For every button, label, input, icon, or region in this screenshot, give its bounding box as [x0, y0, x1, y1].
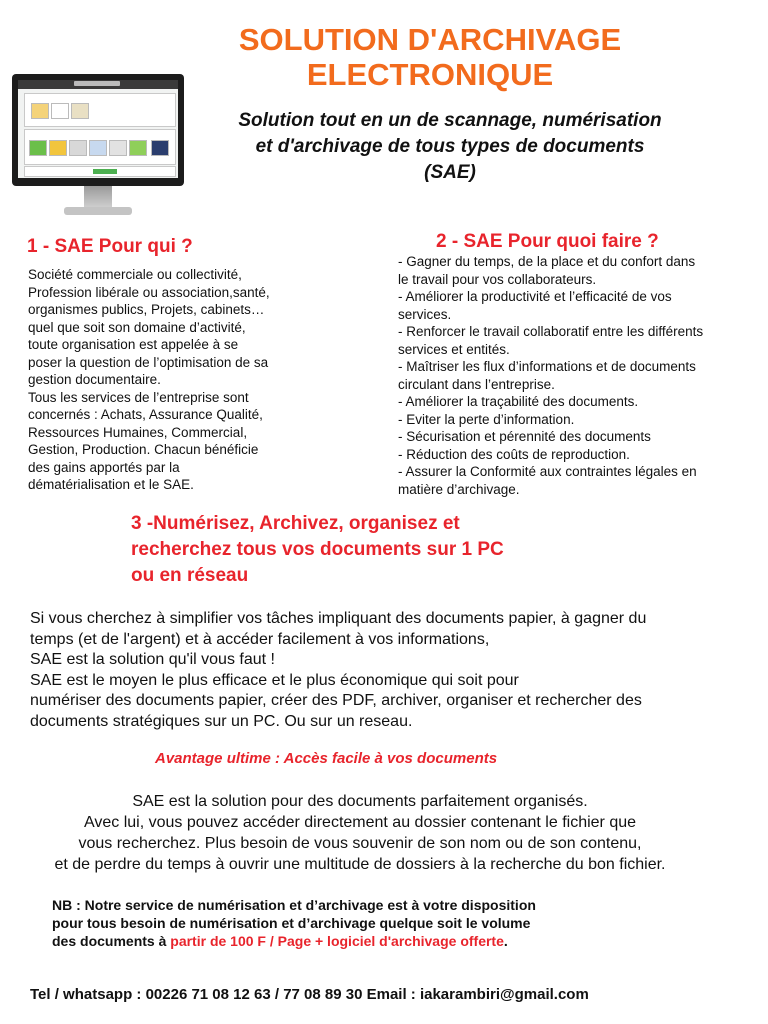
section1-heading: 1 - SAE Pour qui ? [27, 236, 193, 257]
description-line: Avec lui, vous pouvez accéder directement au dossier contenant le fichier que [83, 814, 637, 831]
section1-line: Tous les services de l’entreprise sont [28, 389, 249, 405]
section1-line: dématérialisation et le SAE. [28, 477, 194, 492]
nb-line-3-suffix: . [503, 933, 508, 949]
section3-heading-line: recherchez tous vos documents sur 1 PC [131, 539, 504, 560]
advantage-text: Avantage ultime : Accès facile à vos documents [155, 750, 498, 767]
section1-line: des gains apportés par la [28, 459, 180, 475]
app-status-bar [24, 166, 176, 177]
section2-line: le travail pour vos collaborateurs. [398, 271, 597, 287]
contact-line: Tel / whatsapp : 00226 71 08 12 63 / 77 08 89 30 Email : iakarambiri@gmail.com [30, 986, 589, 1003]
subtitle-line-1: Solution tout en un de scannage, numérisation [238, 110, 662, 131]
app-panel-2 [24, 129, 176, 165]
app-title-bar [18, 80, 178, 89]
section1-line: quel que soit son domaine d’activité, [28, 319, 246, 335]
section2-line: - Sécurisation et pérennité des documents [398, 429, 651, 444]
computer-monitor-icon [12, 74, 184, 220]
subtitle-line-3: (SAE) [424, 162, 476, 183]
section3-heading [131, 511, 651, 589]
paragraph-line: temps (et de l'argent) et à accéder facilement à vos informations, [30, 630, 490, 648]
nb-line-1: NB : Notre service de numérisation et d’archivage est à votre disposition [52, 897, 536, 913]
section2-body [398, 253, 758, 498]
paragraph-line: SAE est la solution qu'il vous faut ! [30, 651, 275, 668]
section2-line: - Eviter la perte d’information. [398, 411, 575, 427]
price-highlight: partir de 100 F / Page + logiciel d'archivage offerte [170, 933, 504, 949]
page-title [150, 22, 710, 92]
section2-line: services. [398, 306, 452, 322]
nb-line-2: pour tous besoin de numérisation et d’archivage quelque soit le volume [52, 915, 531, 931]
section2-line: matière d’archivage. [398, 481, 520, 497]
section1-line: Ressources Humaines, Commercial, [28, 424, 248, 440]
paragraph-line: SAE est le moyen le plus efficace et le plus économique qui soit pour [30, 671, 519, 689]
section2-line: - Assurer la Conformité aux contraintes légales en [398, 464, 697, 479]
section1-body [28, 266, 320, 494]
nb-line-3 [52, 932, 732, 950]
monitor-screen [12, 74, 184, 186]
scanning-app-screenshot [18, 80, 178, 178]
description-line: vous recherchez. Plus besoin de vous souvenir de son nom ou de son contenu, [78, 835, 642, 852]
section2-line: - Améliorer la traçabilité des documents. [398, 394, 639, 409]
section1-line: Société commerciale ou collectivité, [28, 267, 242, 282]
nb-notice [52, 896, 732, 950]
section2-line: - Renforcer le travail collaboratif entre les différents [398, 324, 704, 339]
section2-line: - Réduction des coûts de reproduction. [398, 446, 630, 462]
subtitle-line-2: et d'archivage de tous types de documents [255, 136, 645, 157]
section2-line: - Gagner du temps, de la place et du confort dans [398, 254, 696, 269]
section1-line: Gestion, Production. Chacun bénéficie [28, 442, 259, 457]
paragraph-line: numériser des documents papier, créer des PDF, archiver, organiser et rechercher des [30, 692, 642, 709]
section2-line: circulant dans l’entreprise. [398, 376, 555, 392]
app-panel-1 [24, 93, 176, 127]
section1-line: poser la question de l’optimisation de sa [28, 354, 269, 370]
description-line: SAE est la solution pour des documents parfaitement organisés. [132, 793, 588, 810]
section2-line: - Améliorer la productivité et l’efficacité de vos [398, 289, 672, 304]
section2-line: - Maîtriser les flux d’informations et de documents [398, 359, 696, 374]
monitor-stand [84, 186, 112, 208]
paragraph-line: Si vous cherchez à simplifier vos tâches impliquant des documents papier, à gagner du [30, 610, 647, 627]
section2-heading: 2 - SAE Pour quoi faire ? [436, 231, 659, 252]
title-line-1: SOLUTION D'ARCHIVAGE [238, 22, 622, 57]
paragraph-line: documents stratégiques sur un PC. Ou sur un reseau. [30, 712, 413, 730]
section3-heading-line: ou en réseau [131, 565, 249, 586]
title-line-2: ELECTRONIQUE [306, 57, 554, 92]
intro-paragraph [30, 609, 750, 732]
description-line: et de perdre du temps à ouvrir une multitude de dossiers à la recherche du bon fichier. [54, 856, 666, 873]
monitor-base [64, 207, 132, 215]
section1-line: Profession libérale ou association,santé, [28, 284, 270, 300]
section1-line: gestion documentaire. [28, 372, 161, 387]
description-paragraph [0, 791, 720, 875]
nb-line-3-prefix: des documents à [52, 933, 171, 949]
page-subtitle [180, 108, 720, 186]
section1-line: organismes publics, Projets, cabinets… [28, 302, 265, 317]
section2-line: services et entités. [398, 341, 510, 357]
section1-line: toute organisation est appelée à se [28, 337, 239, 352]
section3-heading-line: 3 -Numérisez, Archivez, organisez et [131, 513, 460, 534]
section1-line: concernés : Achats, Assurance Qualité, [28, 407, 263, 422]
